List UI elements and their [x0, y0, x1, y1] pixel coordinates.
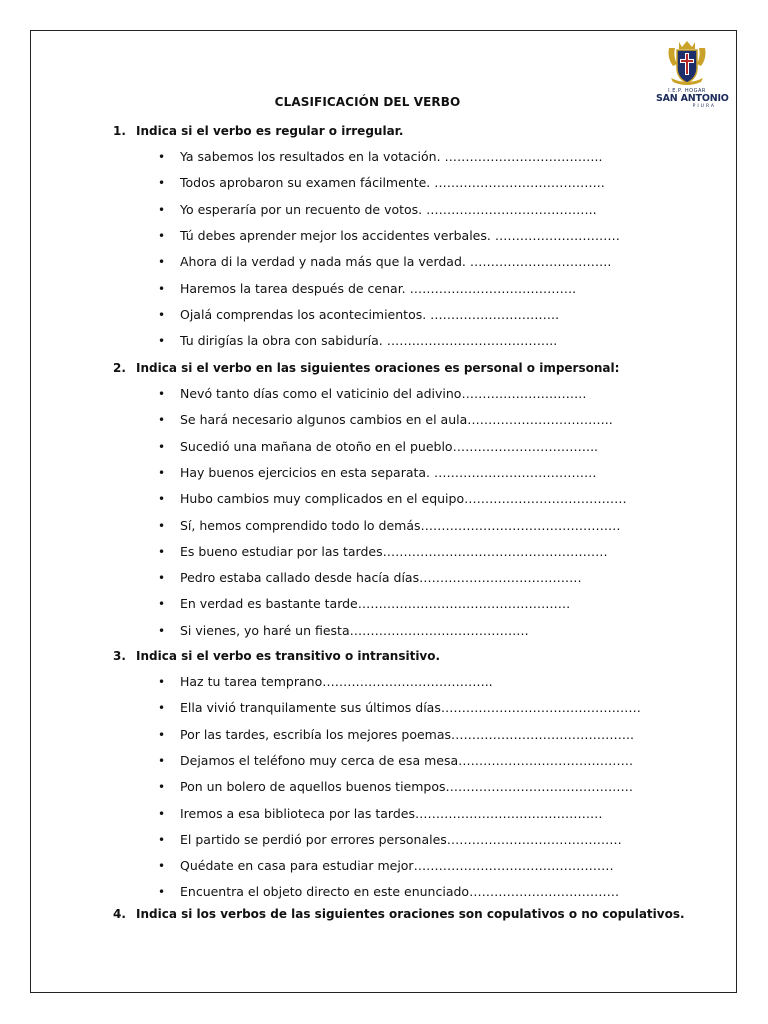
- list-item: [158, 412, 613, 427]
- question-number: 1.: [113, 124, 126, 138]
- bullet-icon: •: [158, 675, 166, 689]
- list-item-text: Sucedió una mañana de otoño en el pueblo……………………………..: [180, 438, 599, 454]
- bullet-icon: •: [158, 413, 166, 428]
- list-item: [158, 806, 603, 821]
- logo-city: PIURA: [692, 104, 716, 109]
- list-item: [158, 884, 619, 899]
- list-item: [158, 727, 634, 742]
- list-item-text: Encuentra el objeto directo en este enunciado………………………………: [180, 884, 620, 900]
- list-item: [158, 753, 633, 768]
- bullet-icon: •: [158, 439, 166, 454]
- list-item-text: Por las tardes, escribía los mejores poemas……………………………………..: [180, 726, 634, 742]
- logo-subtitle: I.E.P. HOGAR: [668, 88, 706, 94]
- bullet-icon: •: [158, 255, 166, 270]
- bullet-icon: •: [158, 202, 166, 217]
- list-item: [158, 623, 529, 638]
- question-heading: [113, 361, 619, 375]
- bullet-icon: •: [158, 176, 166, 191]
- list-item-text: Nevó tanto días como el vaticinio del adivino…………………………: [180, 386, 587, 401]
- question-number: 4.: [113, 907, 126, 921]
- list-item-text: Hay buenos ejercicios en esta separata. …………………………………: [180, 464, 597, 480]
- bullet-icon: •: [158, 571, 166, 586]
- logo-name: SAN ANTONIO: [656, 93, 729, 104]
- bullet-icon: •: [158, 228, 166, 243]
- bullet-icon: •: [158, 753, 166, 768]
- bullet-icon: •: [158, 597, 166, 612]
- bullet-icon: •: [158, 334, 166, 349]
- question-heading: [113, 907, 685, 921]
- list-item-text: Si vienes, yo haré un fiesta…………………………………….: [180, 622, 529, 638]
- list-item-text: Haz tu tarea temprano…………………………………..: [180, 674, 493, 689]
- list-item: [158, 333, 557, 348]
- bullet-icon: •: [158, 780, 166, 795]
- list-item: [158, 386, 586, 401]
- list-item: [158, 596, 570, 611]
- bullet-icon: •: [158, 281, 166, 296]
- list-item: [158, 779, 633, 794]
- bullet-icon: •: [158, 885, 166, 900]
- page-title: CLASIFICACIÓN DEL VERBO: [274, 95, 461, 109]
- bullet-icon: •: [158, 492, 166, 507]
- list-item: [158, 254, 611, 269]
- bullet-icon: •: [158, 701, 166, 716]
- question-number: 3.: [113, 649, 126, 663]
- list-item-text: Ya sabemos los resultados en la votación. ………………………………..: [180, 149, 603, 164]
- question-heading: [113, 649, 440, 663]
- bullet-icon: •: [158, 150, 166, 164]
- list-item-text: Es bueno estudiar por las tardes………………………………………………: [180, 543, 608, 559]
- list-item: [158, 674, 493, 689]
- list-item-text: Quédate en casa para estudiar mejor…………………………………………: [180, 858, 614, 874]
- list-item: [158, 307, 559, 322]
- bullet-icon: •: [158, 307, 166, 322]
- list-item: [158, 544, 608, 559]
- list-item-text: Se hará necesario algunos cambios en el aula……………………………..: [180, 412, 613, 428]
- list-item: [158, 570, 582, 585]
- list-item: [158, 202, 597, 217]
- list-item: [158, 700, 641, 715]
- bullet-icon: •: [158, 544, 166, 559]
- list-item: [158, 439, 598, 454]
- list-item-text: Pon un bolero de aquellos buenos tiempos………………………………………: [180, 779, 634, 795]
- list-item: [158, 175, 605, 190]
- list-item: [158, 518, 621, 533]
- list-item: [158, 228, 620, 243]
- question-number: 2.: [113, 361, 126, 375]
- bullet-icon: •: [158, 727, 166, 742]
- list-item-text: Iremos a esa biblioteca por las tardes………………………………………: [180, 805, 603, 821]
- list-item-text: En verdad es bastante tarde……………………………………………: [180, 596, 571, 612]
- list-item-text: Tú debes aprender mejor los accidentes verbales. …………………………: [180, 227, 620, 243]
- list-item-text: Haremos la tarea después de cenar. ………………………………….: [180, 280, 577, 296]
- question-text: Indica si el verbo es regular o irregular.: [136, 124, 404, 138]
- list-item-text: El partido se perdió por errores personales……………………………………: [180, 831, 622, 847]
- list-item-text: Todos aprobaron su examen fácilmente. …………………………………..: [180, 175, 605, 191]
- bullet-icon: •: [158, 387, 166, 401]
- list-item: [158, 465, 597, 480]
- question-heading: [113, 124, 403, 138]
- list-item-text: Tu dirigías la obra con sabiduría. …………………………………..: [180, 333, 558, 349]
- list-item-text: Yo esperaría por un recuento de votos. …………………………………..: [180, 201, 597, 217]
- list-item-text: Sí, hemos comprendido todo lo demás…………………………………………: [180, 517, 621, 533]
- bullet-icon: •: [158, 859, 166, 874]
- bullet-icon: •: [158, 623, 166, 638]
- list-item-text: Ojalá comprendas los acontecimientos. ………………………….: [180, 306, 560, 322]
- list-item: [158, 149, 602, 164]
- list-item-text: Hubo cambios muy complicados en el equipo…………………………………: [180, 491, 627, 507]
- list-item: [158, 281, 576, 296]
- list-item: [158, 491, 627, 506]
- question-text: Indica si el verbo es transitivo o intransitivo.: [136, 649, 441, 663]
- list-item-text: Ella vivió tranquilamente sus últimos días…………………………………………: [180, 700, 641, 716]
- list-item: [158, 832, 622, 847]
- crest-icon: [665, 38, 709, 86]
- list-item: [158, 858, 614, 873]
- question-text: Indica si los verbos de las siguientes oraciones son copulativos o no copulativos.: [136, 907, 685, 921]
- question-text: Indica si el verbo en las siguientes oraciones es personal o impersonal:: [136, 361, 620, 375]
- bullet-icon: •: [158, 806, 166, 821]
- bullet-icon: •: [158, 832, 166, 847]
- list-item-text: Pedro estaba callado desde hacía días…………………………………: [180, 570, 582, 586]
- list-item-text: Dejamos el teléfono muy cerca de esa mesa……………………………………: [180, 752, 634, 768]
- bullet-icon: •: [158, 465, 166, 480]
- bullet-icon: •: [158, 518, 166, 533]
- list-item-text: Ahora di la verdad y nada más que la verdad. …………………………….: [180, 254, 612, 270]
